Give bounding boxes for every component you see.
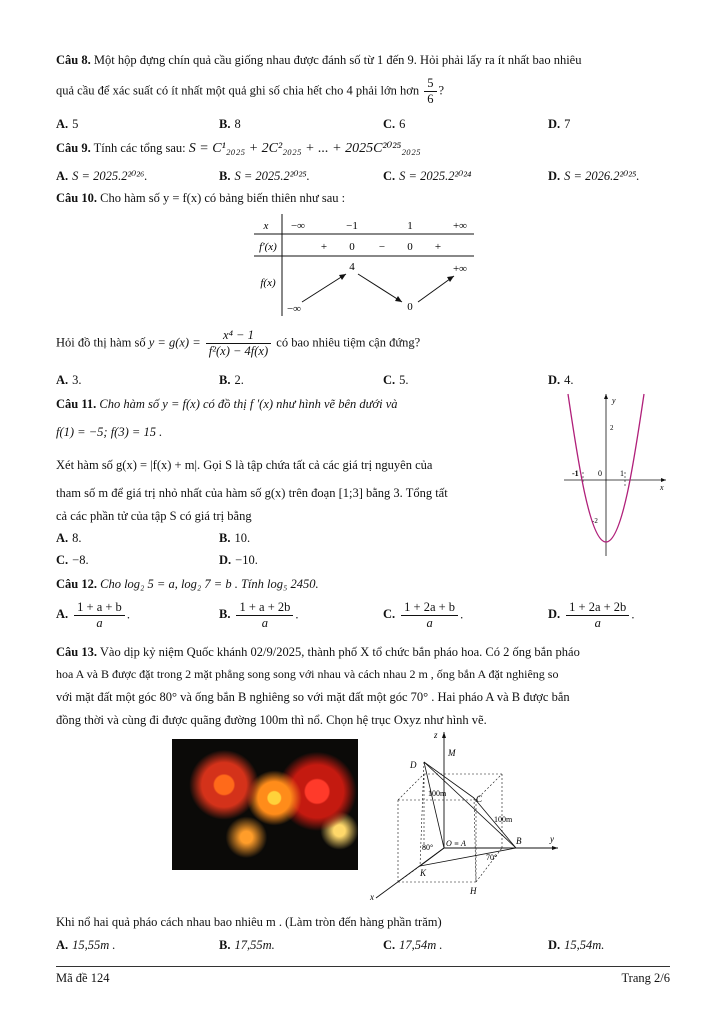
q12-line: Câu 12. Cho log₂ 5 = a, log₂ 7 = b . Tính log₅ 2450. [56,577,319,591]
q11-derivative-graph [560,392,670,558]
q13-line2: hoa A và B được đặt trong 2 mặt phẳng song song với nhau và cách nhau 2 m , ống bắn A đặt nghiêng so [56,667,559,681]
q9-option-d: D. S = 2026.2²⁰²⁵. [548,169,640,183]
table-f-3: +∞ [452,263,468,275]
graph-x-label: x [660,483,664,492]
page-number: Trang 2/6 [621,971,670,985]
graph-tick-2: 2 [610,424,614,432]
q11-option-d: D. −10. [219,553,258,567]
table-sign-4: + [434,241,442,253]
exam-code: Mã đề 124 [56,971,110,985]
svg-text:M: M [448,748,456,758]
q9-option-c: C. S = 2025.2²⁰²⁴ [383,169,472,183]
svg-text:C: C [476,794,483,804]
table-x-1: −1 [346,220,358,232]
q10-line: Câu 10. Cho hàm số y = f(x) có bảng biến thiên như sau : [56,191,346,205]
fireworks-photo [172,739,358,870]
q9-line: Câu 9. Tính các tổng sau: S = C¹₂₀₂₅ + 2C²₂₀₂₅ + ... + 2025C²⁰²⁵₂₀₂₅ [56,141,421,156]
q13-line3: với mặt đất một góc 80° và ống bắn B nghiêng so với mặt đất một góc 70° . Hai pháo A và B được bắn [56,690,570,704]
q13-option-a: A. 15,55m . [56,938,116,952]
table-sign-1: 0 [349,241,355,253]
svg-text:O ≡ A: O ≡ A [446,839,466,848]
q8-fraction: $\frac{5}{6}$ [424,76,436,107]
q10-fraction: $\frac{\text{x⁴ − 1}}{\text{f²(x) − 4f(x)}}$ [206,328,271,359]
q8-text2: quả cầu để xác suất có ít nhất một quả ghi số chia hết cho 4 phải lớn hơn [56,83,420,98]
q10-option-b: B. 2. [219,373,244,387]
q12-option-d: D. $\frac{1 + 2a + 2b}{a}$ . [548,600,635,630]
q9-option-a: A. S = 2025.2²⁰²⁶. [56,169,148,183]
q13-option-b: B. 17,55m. [219,938,275,952]
table-sign-2: − [378,241,386,253]
svg-text:100m: 100m [428,789,447,798]
graph-tick-0: 0 [598,469,602,478]
q10-option-c: C. 5. [383,373,409,387]
q10-option-a: A. 3. [56,373,82,387]
svg-text:z: z [434,730,438,740]
q11-line2: f(1) = −5; f(3) = 15 . [56,425,163,439]
q13-line1: Câu 13. Vào dịp kỷ niệm Quốc khánh 02/9/2025, thành phố X tổ chức bắn pháo hoa. Có 2 ống bắn pháo [56,645,580,659]
q10-ask: Hỏi đồ thị hàm số y = g(x) = $\frac{\text{x⁴ − 1}}{\text{f²(x) − 4f(x)}}$ có bao nhiêu tiệm cận đứng? [56,328,421,358]
svg-text:H: H [470,886,477,896]
q11-line3: Xét hàm số g(x) = |f(x) + m|. Gọi S là tập chứa tất cả các giá trị nguyên của [56,458,433,472]
q11-option-c: C. −8. [56,553,89,567]
svg-text:K: K [420,868,427,878]
svg-text:y: y [550,834,554,844]
svg-text:B: B [516,836,522,846]
q12-option-b: B. $\frac{1 + a + 2b}{a}$ . [219,600,299,630]
q10-variation-table [254,214,474,316]
q8-label: Câu 8. [56,53,91,67]
q8-line1 [56,52,581,68]
table-x-label: x [263,220,269,232]
q8-text1: Một hộp đựng chín quả cầu giống nhau được đánh số từ 1 đến 9. Hỏi phải lấy ra ít nhất bao nhiêu [93,53,582,67]
q13-option-c: C. 17,54m . [383,938,443,952]
table-sign-0: + [320,241,328,253]
graph-tick-neg2: -2 [592,517,598,525]
q10-option-d: D. 4. [548,373,574,387]
q12-option-a: A. $\frac{1 + a + b}{a}$ . [56,600,130,630]
q13-option-d: D. 15,54m. [548,938,605,952]
q13-ask: Khi nổ hai quả pháo cách nhau bao nhiêu m . (Làm tròn đến hàng phần trăm) [56,915,442,929]
q13-line4: đồng thời và cùng đi được quãng đường 100m thì nổ. Chọn hệ trục Oxyz như hình vẽ. [56,713,487,727]
q11-line4: tham số m để giá trị nhỏ nhất của hàm số g(x) trên đoạn [1;3] bằng 3. Tổng tất [56,486,448,500]
q9-formula: S = C¹₂₀₂₅ + 2C²₂₀₂₅ + ... + 2025C²⁰²⁵₂₀₂₅ [188,141,421,156]
page-footer [56,966,670,986]
q8-line2: quả cầu để xác suất có ít nhất một quả ghi số chia hết cho 4 phải lớn hơn $\frac{5}{6}$ ? [56,76,445,106]
svg-text:80°: 80° [422,843,434,852]
table-x-2: 1 [407,220,413,232]
table-f-1: 4 [349,261,355,273]
graph-y-label: y [612,396,616,405]
graph-tick-neg1: -1 [572,469,579,478]
graph-tick-1: 1 [620,469,624,478]
q8-option-a: A. 5 [56,117,79,131]
table-x-3: +∞ [452,220,468,232]
q11-option-b: B. 10. [219,531,251,545]
table-fp-label: f′(x) [259,241,277,253]
q11-option-a: A. 8. [56,531,82,545]
table-x-0: −∞ [290,220,306,232]
table-sign-3: 0 [407,241,413,253]
q11-line5: cả các phần tử của tập S có giá trị bằng [56,509,252,523]
table-f-0: −∞ [286,303,302,315]
table-f-label: f(x) [260,277,276,289]
svg-text:D: D [410,760,417,770]
q8-option-d: D. 7 [548,117,571,131]
svg-text:70°: 70° [486,853,498,862]
table-f-2: 0 [407,301,413,313]
q12-option-c: C. $\frac{1 + 2a + b}{a}$ . [383,600,464,630]
q8-option-b: B. 8 [219,117,241,131]
q9-option-b: B. S = 2025.2²⁰²⁵. [219,169,310,183]
svg-text:100m: 100m [494,815,513,824]
q11-line1: Câu 11. Cho hàm số y = f(x) có đồ thị f ′(x) như hình vẽ bên dưới và [56,397,398,411]
q8-option-c: C. 6 [383,117,406,131]
svg-text:x: x [370,892,374,902]
q13-3d-figure [364,728,564,904]
